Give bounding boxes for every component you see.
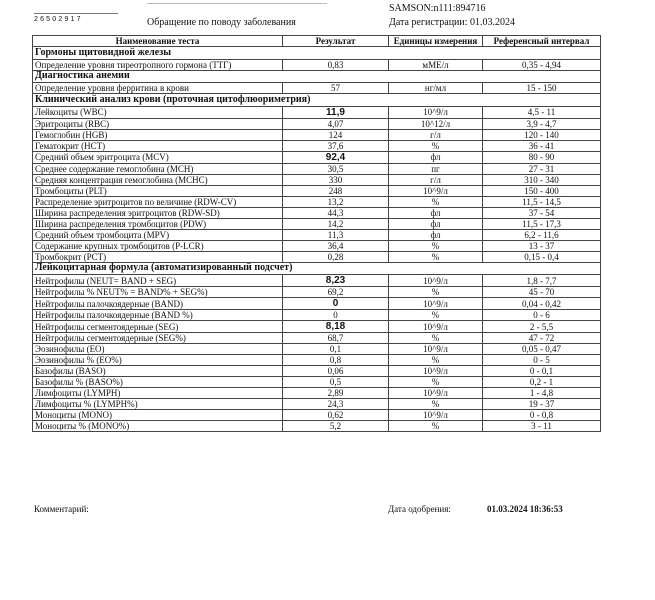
test-reference: 19 - 37	[483, 399, 601, 410]
test-name: Базофилы % (BASO%)	[33, 377, 283, 388]
table-row	[33, 240, 601, 251]
test-result: 68,7	[283, 333, 389, 344]
table-row	[33, 151, 601, 163]
test-unit: фл	[389, 207, 483, 218]
table-row	[33, 421, 601, 432]
test-result: 57	[283, 83, 389, 94]
test-unit: %	[389, 251, 483, 262]
test-reference: 11,5 - 17,3	[483, 218, 601, 229]
test-reference: 47 - 72	[483, 333, 601, 344]
test-name: Моноциты (MONO)	[33, 410, 283, 421]
test-unit: фл	[389, 218, 483, 229]
test-reference: 13 - 37	[483, 240, 601, 251]
test-result	[283, 106, 389, 118]
test-result: 69,2	[283, 287, 389, 298]
test-result	[283, 275, 389, 287]
test-result: 14,2	[283, 218, 389, 229]
table-row	[33, 321, 601, 333]
table-row	[33, 287, 601, 298]
test-name: Средний объем эритроцита (MCV)	[33, 151, 283, 163]
test-name: Тромбоциты (PLT)	[33, 185, 283, 196]
test-result: 0,62	[283, 410, 389, 421]
test-reference: 0 - 5	[483, 355, 601, 366]
test-unit: %	[389, 310, 483, 321]
test-reference: 80 - 90	[483, 151, 601, 163]
test-reference: 2 - 5,5	[483, 321, 601, 333]
test-name: Лимфоциты (LYMPH)	[33, 388, 283, 399]
test-unit: %	[389, 140, 483, 151]
test-unit: %	[389, 377, 483, 388]
abnormal-result-value: 11,9	[326, 106, 345, 118]
test-unit: 10^9/л	[389, 275, 483, 287]
table-row	[33, 333, 601, 344]
column-header-ref: Референсный интервал	[483, 36, 601, 47]
table-row	[33, 355, 601, 366]
section-title: Гормоны щитовидной железы	[33, 47, 601, 60]
test-reference: 37 - 54	[483, 207, 601, 218]
test-unit: 10^9/л	[389, 298, 483, 310]
test-name: Содержание крупных тромбоцитов (P-LCR)	[33, 240, 283, 251]
test-reference: 0 - 0,1	[483, 366, 601, 377]
abnormal-result-value: 92,4	[325, 151, 346, 163]
results-body	[33, 47, 601, 432]
test-name: Средняя концентрация гемоглобина (MCHC)	[33, 174, 283, 185]
test-reference: 310 - 340	[483, 174, 601, 185]
table-row	[33, 163, 601, 174]
test-unit: 10^9/л	[389, 321, 483, 333]
test-result: 124	[283, 129, 389, 140]
section-row	[33, 262, 601, 275]
table-row	[33, 275, 601, 287]
table-row	[33, 59, 601, 70]
table-row	[33, 344, 601, 355]
test-result	[283, 321, 389, 333]
approval-date: 01.03.2024 18:36:53	[487, 504, 563, 514]
test-reference: 3 - 11	[483, 421, 601, 432]
test-result	[283, 298, 389, 310]
section-row	[33, 94, 601, 107]
test-result: 248	[283, 185, 389, 196]
test-unit: фл	[389, 229, 483, 240]
table-header-row	[33, 36, 601, 47]
test-name: Нейтрофилы сегментоядерные (SEG)	[33, 321, 283, 333]
document-header	[0, 0, 655, 34]
test-name: Ширина распределения тромбоцитов (PDW)	[33, 218, 283, 229]
test-unit: г/л	[389, 174, 483, 185]
barcode-image	[34, 0, 118, 14]
test-result: 30,5	[283, 163, 389, 174]
visit-reason: Обращение по поводу заболевания	[147, 17, 296, 28]
test-result: 24,3	[283, 399, 389, 410]
test-name: Эритроциты (RBC)	[33, 118, 283, 129]
test-reference: 3,9 - 4,7	[483, 118, 601, 129]
test-name: Определение уровня ферритина в крови	[33, 83, 283, 94]
test-reference: 4,5 - 11	[483, 106, 601, 118]
test-result: 0,5	[283, 377, 389, 388]
test-unit: 10^9/л	[389, 185, 483, 196]
test-reference: 45 - 70	[483, 287, 601, 298]
test-result: 0,28	[283, 251, 389, 262]
abnormal-result-value: 8,18	[325, 321, 346, 332]
test-unit: %	[389, 399, 483, 410]
table-row	[33, 196, 601, 207]
test-name: Базофилы (BASO)	[33, 366, 283, 377]
test-result: 0,1	[283, 344, 389, 355]
table-row	[33, 185, 601, 196]
comment-label: Комментарий:	[34, 504, 89, 514]
test-reference: 0,2 - 1	[483, 377, 601, 388]
table-row	[33, 106, 601, 118]
test-unit: фл	[389, 151, 483, 163]
test-name: Эозинофилы % (EO%)	[33, 355, 283, 366]
test-unit: 10^9/л	[389, 344, 483, 355]
test-result: 330	[283, 174, 389, 185]
test-unit: %	[389, 240, 483, 251]
approval-label: Дата одобрения:	[388, 504, 451, 514]
test-reference: 1 - 4,8	[483, 388, 601, 399]
table-row	[33, 174, 601, 185]
test-result: 5,2	[283, 421, 389, 432]
table-row	[33, 366, 601, 377]
column-header-unit: Единицы измерения	[389, 36, 483, 47]
test-unit: 10^9/л	[389, 106, 483, 118]
test-result: 4,07	[283, 118, 389, 129]
test-reference: 0,04 - 0,42	[483, 298, 601, 310]
table-row	[33, 140, 601, 151]
test-reference: 150 - 400	[483, 185, 601, 196]
test-reference: 0 - 6	[483, 310, 601, 321]
test-name: Лейкоциты (WBC)	[33, 106, 283, 118]
test-result: 11,3	[283, 229, 389, 240]
test-name: Определение уровня тиреотропного гормона (ТТГ)	[33, 59, 283, 70]
section-title: Лейкоцитарная формула (автоматизированный подсчет)	[33, 262, 601, 275]
test-result: 0	[283, 310, 389, 321]
test-result: 2,89	[283, 388, 389, 399]
test-result: 0,83	[283, 59, 389, 70]
test-unit: 10^9/л	[389, 388, 483, 399]
test-name: Нейтрофилы сегментоядерные (SEG%)	[33, 333, 283, 344]
table-row	[33, 218, 601, 229]
test-result: 37,6	[283, 140, 389, 151]
test-unit: нг/мл	[389, 83, 483, 94]
test-reference: 6,2 - 11,6	[483, 229, 601, 240]
registration-date: Дата регистрации: 01.03.2024	[389, 17, 516, 28]
table-row	[33, 118, 601, 129]
column-header-name: Наименование теста	[33, 36, 283, 47]
test-reference: 120 - 140	[483, 129, 601, 140]
test-result	[283, 151, 389, 163]
test-unit: 10^12/л	[389, 118, 483, 129]
test-reference: 1,8 - 7,7	[483, 275, 601, 287]
column-header-result: Результат	[283, 36, 389, 47]
test-result: 44,3	[283, 207, 389, 218]
test-unit: г/л	[389, 129, 483, 140]
abnormal-result-value: 0	[332, 298, 339, 309]
test-unit: %	[389, 421, 483, 432]
test-unit: 10^9/л	[389, 410, 483, 421]
test-reference: 0,35 - 4,94	[483, 59, 601, 70]
test-reference: 0,15 - 0,4	[483, 251, 601, 262]
test-name: Нейтрофилы палочкоядерные (BAND)	[33, 298, 283, 310]
test-result: 0,8	[283, 355, 389, 366]
test-name: Нейтрофилы (NEUT= BAND + SEG)	[33, 275, 283, 287]
test-name: Нейтрофилы % NEUT% = BAND% + SEG%)	[33, 287, 283, 298]
test-name: Гемоглобин (HGB)	[33, 129, 283, 140]
test-name: Эозинофилы (EO)	[33, 344, 283, 355]
test-name: Ширина распределения эритроцитов (RDW-SD)	[33, 207, 283, 218]
section-title: Диагностика анемии	[33, 70, 601, 83]
test-reference: 0,05 - 0,47	[483, 344, 601, 355]
table-row	[33, 388, 601, 399]
test-reference: 15 - 150	[483, 83, 601, 94]
test-name: Гематокрит (HCT)	[33, 140, 283, 151]
test-unit: %	[389, 355, 483, 366]
table-row	[33, 310, 601, 321]
table-row	[33, 229, 601, 240]
test-name: Моноциты % (MONO%)	[33, 421, 283, 432]
test-unit: %	[389, 196, 483, 207]
abnormal-result-value: 8,23	[325, 275, 346, 286]
table-row	[33, 377, 601, 388]
test-reference: 11,5 - 14,5	[483, 196, 601, 207]
test-name: Распределение эритроцитов по величине (RDW-CV)	[33, 196, 283, 207]
test-name: Нейтрофилы палочкоядерные (BAND %)	[33, 310, 283, 321]
table-row	[33, 83, 601, 94]
test-reference: 27 - 31	[483, 163, 601, 174]
table-row	[33, 251, 601, 262]
test-reference: 36 - 41	[483, 140, 601, 151]
test-unit: %	[389, 333, 483, 344]
table-row	[33, 399, 601, 410]
test-name: Тромбокрит (PCT)	[33, 251, 283, 262]
test-name: Средний объем тромбоцита (MPV)	[33, 229, 283, 240]
test-unit: пг	[389, 163, 483, 174]
sample-id: SAMSON:n111:894716	[389, 3, 486, 14]
test-unit: мМЕ/л	[389, 59, 483, 70]
barcode-number: 26502917	[34, 16, 83, 23]
test-result: 0,06	[283, 366, 389, 377]
test-result: 36,4	[283, 240, 389, 251]
table-row	[33, 298, 601, 310]
table-row	[33, 410, 601, 421]
clipped-text-line	[147, 0, 327, 4]
section-row	[33, 70, 601, 83]
test-reference: 0 - 0,8	[483, 410, 601, 421]
test-name: Среднее содержание гемоглобина (MCH)	[33, 163, 283, 174]
test-unit: %	[389, 287, 483, 298]
test-result: 13,2	[283, 196, 389, 207]
table-row	[33, 129, 601, 140]
test-name: Лимфоциты % (LYMPH%)	[33, 399, 283, 410]
section-title: Клинический анализ крови (проточная цитофлюориметрия)	[33, 94, 601, 107]
section-row	[33, 47, 601, 60]
test-unit: 10^9/л	[389, 366, 483, 377]
table-row	[33, 207, 601, 218]
results-table	[32, 35, 601, 432]
